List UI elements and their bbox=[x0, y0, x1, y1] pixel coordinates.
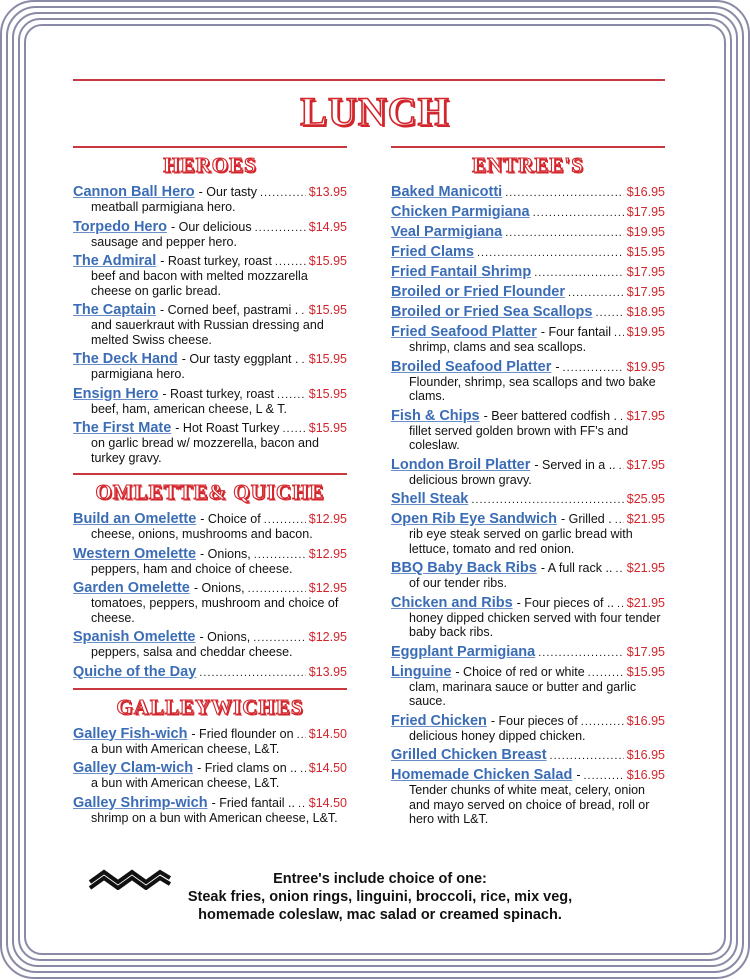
menu-item-description: Flounder, shrimp, sea scallops and two bake clams. bbox=[409, 374, 656, 403]
menu-item-short-desc: - Served in a .. bbox=[534, 457, 616, 472]
menu-item-line bbox=[391, 264, 665, 280]
menu-item-link-fish-and-chips[interactable]: Fish & Chips bbox=[391, 407, 480, 424]
menu-item-line bbox=[73, 420, 347, 436]
menu-item bbox=[73, 629, 347, 660]
menu-item-line bbox=[73, 253, 347, 269]
menu-item-link-ensign-hero[interactable]: Ensign Hero bbox=[73, 385, 159, 402]
menu-item-description: beef, ham, american cheese, L & T. bbox=[91, 401, 287, 416]
menu-item-price: $17.95 bbox=[626, 265, 665, 279]
menu-item-link-fried-fantail-shrimp[interactable]: Fried Fantail Shrimp bbox=[391, 264, 532, 280]
dot-leader bbox=[253, 632, 306, 644]
menu-item bbox=[391, 204, 665, 220]
dot-leader bbox=[538, 647, 624, 659]
dot-leader bbox=[617, 598, 624, 610]
menu-item-short-desc: - Fried clams on .. bbox=[197, 761, 298, 775]
menu-item-short-desc: - Fried fantail .. bbox=[211, 795, 295, 810]
menu-item-description: beef and bacon with melted mozzarella cheese on garlic bread. bbox=[91, 269, 308, 298]
menu-item-description: cheese, onions, mushrooms and bacon. bbox=[91, 527, 313, 541]
dot-leader bbox=[248, 583, 306, 595]
menu-item bbox=[391, 324, 665, 355]
menu-item-description: of our tender ribs. bbox=[409, 576, 507, 590]
menu-item-link-homemade-chicken-salad[interactable]: Homemade Chicken Salad bbox=[391, 767, 573, 783]
menu-item-short-desc: - Onions, bbox=[200, 546, 251, 561]
menu-item bbox=[73, 351, 347, 382]
menu-item bbox=[391, 747, 665, 763]
menu-item-line bbox=[391, 713, 665, 729]
menu-item-short-desc: - Choice of bbox=[200, 512, 261, 526]
menu-item-price: $13.95 bbox=[308, 185, 347, 199]
dot-leader bbox=[505, 187, 624, 199]
menu-item bbox=[391, 359, 665, 404]
menu-item-description: sausage and pepper hero. bbox=[91, 234, 237, 249]
right-column bbox=[391, 146, 665, 835]
dot-leader bbox=[298, 798, 306, 810]
dot-leader bbox=[275, 256, 306, 268]
menu-item-price: $14.95 bbox=[308, 219, 347, 234]
dot-leader bbox=[588, 667, 624, 679]
menu-item-line bbox=[73, 546, 347, 562]
dot-leader bbox=[533, 207, 624, 219]
section-heading: HEROES bbox=[73, 146, 347, 178]
menu-item-price: $21.95 bbox=[626, 595, 665, 610]
menu-item-link-fried-seafood-platter[interactable]: Fried Seafood Platter bbox=[391, 324, 537, 340]
menu-item bbox=[391, 511, 665, 556]
dot-leader bbox=[301, 305, 306, 317]
footer-note bbox=[120, 870, 640, 924]
menu-item bbox=[391, 644, 665, 660]
menu-item-line bbox=[73, 795, 347, 811]
menu-item-link-chicken-and-ribs[interactable]: Chicken and Ribs bbox=[391, 594, 513, 611]
menu-item-price: $12.95 bbox=[308, 546, 347, 561]
dot-leader bbox=[260, 187, 306, 199]
menu-item bbox=[391, 244, 665, 260]
menu-item bbox=[391, 184, 665, 200]
menu-item-price: $16.95 bbox=[626, 185, 665, 199]
menu-item-short-desc: - Our tasty eggplant . bbox=[181, 352, 299, 366]
menu-item-price: $12.95 bbox=[308, 512, 347, 526]
menu-item bbox=[73, 386, 347, 417]
menu-item-price: $19.95 bbox=[626, 325, 665, 339]
page-title: LUNCH bbox=[300, 89, 450, 134]
dot-leader bbox=[563, 362, 624, 374]
menu-item-price: $25.95 bbox=[626, 492, 665, 506]
dot-leader bbox=[277, 389, 306, 401]
dot-leader bbox=[264, 514, 306, 526]
menu-item-link-grilled-chicken-breast[interactable]: Grilled Chicken Breast bbox=[391, 747, 547, 763]
menu-item bbox=[73, 219, 347, 250]
menu-item-line bbox=[391, 664, 665, 680]
menu-item-line bbox=[391, 767, 665, 783]
menu-item-description: and sauerkraut with Russian dressing and melted Swiss cheese. bbox=[91, 318, 324, 347]
menu-item-line bbox=[391, 457, 665, 473]
menu-item-description: delicious honey dipped chicken. bbox=[409, 728, 586, 743]
menu-item-link-eggplant-parmigiana[interactable]: Eggplant Parmigiana bbox=[391, 643, 536, 660]
menu-item-short-desc: - Corned beef, pastrami . bbox=[159, 303, 299, 317]
menu-item-link-veal-parmigiana[interactable]: Veal Parmigiana bbox=[391, 224, 503, 240]
menu-item bbox=[73, 420, 347, 465]
menu-item-short-desc: - Onions, bbox=[193, 581, 245, 595]
menu-item-price: $17.95 bbox=[626, 285, 665, 299]
menu-item-link-linguine[interactable]: Linguine bbox=[391, 663, 452, 680]
menu-item bbox=[391, 713, 665, 744]
menu-item-line bbox=[73, 184, 347, 200]
menu-item-short-desc: - Hot Roast Turkey bbox=[175, 421, 280, 435]
menu-item-price: $19.95 bbox=[626, 225, 665, 239]
menu-item-price: $15.95 bbox=[308, 352, 347, 366]
menu-item bbox=[73, 760, 347, 791]
menu-item bbox=[391, 304, 665, 320]
menu-item-price: $17.95 bbox=[626, 644, 665, 659]
menu-item-description: peppers, salsa and cheddar cheese. bbox=[91, 645, 293, 659]
menu-item-price: $15.95 bbox=[626, 245, 665, 259]
section-heading: GALLEYWICHES bbox=[73, 688, 347, 720]
menu-item-link-open-rib-eye-sandwich[interactable]: Open Rib Eye Sandwich bbox=[391, 511, 557, 527]
menu-item-line bbox=[73, 629, 347, 645]
menu-item bbox=[391, 767, 665, 827]
menu-item-description: rib eye steak served on garlic bread with lettuce, tomato and red onion. bbox=[409, 527, 633, 556]
menu-item-link-galley-shrimp-wich[interactable]: Galley Shrimp-wich bbox=[73, 794, 208, 811]
menu-item bbox=[391, 408, 665, 453]
menu-item-short-desc: - Beer battered codfish . bbox=[483, 408, 618, 423]
menu-item-line bbox=[391, 408, 665, 424]
menu-item-link-chicken-parmigiana[interactable]: Chicken Parmigiana bbox=[391, 204, 530, 220]
menu-item bbox=[391, 491, 665, 507]
menu-item-line bbox=[391, 324, 665, 340]
dot-leader bbox=[471, 494, 623, 506]
dot-leader bbox=[505, 227, 624, 239]
menu-item-line bbox=[391, 644, 665, 660]
menu-item-link-galley-clam-wich[interactable]: Galley Clam-wich bbox=[73, 760, 194, 776]
menu-item-description: shrimp, clams and sea scallops. bbox=[409, 340, 587, 354]
menu-item-short-desc: - Roast turkey, roast bbox=[162, 386, 275, 401]
menu-item bbox=[391, 560, 665, 591]
menu-item-price: $14.50 bbox=[308, 761, 347, 775]
menu-item-line bbox=[391, 284, 665, 300]
menu-item-price: $15.95 bbox=[308, 386, 347, 401]
dot-leader bbox=[619, 460, 624, 472]
menu-item-link-torpedo-hero[interactable]: Torpedo Hero bbox=[73, 218, 167, 235]
menu-item-price: $19.95 bbox=[626, 359, 665, 374]
menu-item-link-the-deck-hand[interactable]: The Deck Hand bbox=[73, 351, 178, 367]
menu-item-description: a bun with American cheese, L&T. bbox=[91, 776, 280, 790]
menu-item-price: $15.95 bbox=[308, 254, 347, 268]
menu-item-line bbox=[73, 219, 347, 235]
menu-item-line bbox=[73, 302, 347, 318]
menu-item-price: $17.95 bbox=[626, 408, 665, 423]
menu-section-entree-s bbox=[391, 146, 665, 827]
menu-item-link-garden-omelette[interactable]: Garden Omelette bbox=[73, 580, 190, 596]
menu-item-price: $17.95 bbox=[626, 205, 665, 219]
menu-item-description: on garlic bread w/ mozzerella, bacon and turkey gravy. bbox=[91, 436, 319, 465]
menu-item bbox=[73, 726, 347, 757]
dot-leader bbox=[581, 716, 624, 728]
menu-item-short-desc: - Our delicious bbox=[170, 219, 252, 234]
menu-item-description: clam, marinara sauce or butter and garlic sauce. bbox=[409, 679, 637, 708]
menu-item-price: $17.95 bbox=[626, 457, 665, 472]
menu-item-link-baked-manicotti[interactable]: Baked Manicotti bbox=[391, 184, 503, 200]
menu-item-price: $16.95 bbox=[626, 713, 665, 728]
dot-leader bbox=[620, 411, 624, 423]
menu-item-price: $13.95 bbox=[308, 664, 347, 679]
menu-item-line bbox=[391, 747, 665, 763]
dot-leader bbox=[534, 267, 624, 279]
menu-item-link-london-broil-platter[interactable]: London Broil Platter bbox=[391, 456, 531, 473]
menu-item-line bbox=[391, 491, 665, 507]
menu-item-short-desc: - Choice of red or white bbox=[455, 664, 585, 679]
menu-item-description: meatball parmigiana hero. bbox=[91, 200, 236, 214]
dot-leader bbox=[300, 763, 306, 775]
left-column bbox=[73, 146, 347, 833]
menu-section-galleywiches bbox=[73, 688, 347, 826]
menu-item-short-desc: - bbox=[555, 359, 560, 374]
menu-item-short-desc: - Roast turkey, roast bbox=[160, 254, 272, 268]
dot-leader bbox=[614, 327, 624, 339]
menu-item-line bbox=[391, 560, 665, 576]
menu-item-short-desc: - Four pieces of bbox=[490, 713, 578, 728]
menu-item-link-build-an-omelette[interactable]: Build an Omelette bbox=[73, 511, 197, 527]
menu-item bbox=[73, 580, 347, 625]
dot-leader bbox=[255, 222, 306, 234]
menu-item-description: peppers, ham and choice of cheese. bbox=[91, 561, 293, 576]
menu-item-link-the-admiral[interactable]: The Admiral bbox=[73, 253, 157, 269]
menu-item-description: honey dipped chicken served with four tender baby back ribs. bbox=[409, 610, 661, 639]
menu-item bbox=[391, 664, 665, 709]
dot-leader bbox=[615, 514, 624, 526]
menu-item-description: parmigiana hero. bbox=[91, 367, 185, 381]
title-divider bbox=[73, 79, 665, 81]
menu-item-link-spanish-omelette[interactable]: Spanish Omelette bbox=[73, 629, 196, 645]
menu-item-description: delicious brown gravy. bbox=[409, 472, 532, 487]
section-heading: ENTREE'S bbox=[391, 146, 665, 178]
menu-item bbox=[391, 264, 665, 280]
menu-item-link-bbq-baby-back-ribs[interactable]: BBQ Baby Back Ribs bbox=[391, 560, 537, 576]
dot-leader bbox=[477, 247, 624, 259]
menu-item-link-broiled-seafood-platter[interactable]: Broiled Seafood Platter bbox=[391, 358, 552, 375]
menu-item-link-shell-steak[interactable]: Shell Steak bbox=[391, 491, 469, 507]
menu-item-price: $12.95 bbox=[308, 581, 347, 595]
footer-line: Steak fries, onion rings, linguini, broccoli, rice, mix veg, bbox=[187, 889, 573, 905]
menu-item-link-broiled-or-fried-sea-scallops[interactable]: Broiled or Fried Sea Scallops bbox=[391, 304, 593, 320]
menu-item-line bbox=[391, 304, 665, 320]
menu-item-line bbox=[391, 204, 665, 220]
menu-item-description: Tender chunks of white meat, celery, onion and mayo served on choice of bread, roll or hero with L&T. bbox=[409, 783, 650, 826]
menu-item bbox=[391, 284, 665, 300]
menu-item bbox=[73, 546, 347, 577]
menu-item-short-desc: - Fried flounder on bbox=[191, 726, 294, 741]
dot-leader bbox=[615, 563, 623, 575]
menu-item bbox=[73, 795, 347, 826]
dot-leader bbox=[283, 423, 306, 435]
menu-item-link-fried-clams[interactable]: Fried Clams bbox=[391, 244, 474, 260]
menu-item-link-the-first-mate[interactable]: The First Mate bbox=[73, 420, 172, 436]
menu-item-price: $21.95 bbox=[626, 512, 665, 526]
menu-item-link-western-omelette[interactable]: Western Omelette bbox=[73, 545, 197, 562]
menu-item-link-fried-chicken[interactable]: Fried Chicken bbox=[391, 712, 487, 729]
dot-leader bbox=[297, 729, 306, 741]
menu-item-link-broiled-or-fried-flounder[interactable]: Broiled or Fried Flounder bbox=[391, 284, 566, 300]
menu-item-short-desc: - Four fantail bbox=[540, 325, 612, 339]
menu-item-line bbox=[73, 664, 347, 680]
menu-item bbox=[391, 224, 665, 240]
menu-item-line bbox=[73, 386, 347, 402]
menu-item bbox=[73, 184, 347, 215]
menu-item-line bbox=[391, 184, 665, 200]
menu-item-price: $18.95 bbox=[626, 305, 665, 319]
menu-item-short-desc: - Grilled . bbox=[560, 512, 612, 526]
menu-item-short-desc: - Onions, bbox=[199, 630, 251, 644]
dot-leader bbox=[301, 354, 305, 366]
menu-section-heroes bbox=[73, 146, 347, 465]
menu-item bbox=[73, 302, 347, 347]
menu-item-link-cannon-ball-hero[interactable]: Cannon Ball Hero bbox=[73, 184, 195, 200]
menu-item-price: $16.95 bbox=[626, 768, 665, 782]
menu-item-description: tomatoes, peppers, mushroom and choice of cheese. bbox=[91, 596, 339, 625]
menu-item-line bbox=[73, 351, 347, 367]
menu-item-link-quiche-of-the-day[interactable]: Quiche of the Day bbox=[73, 663, 197, 680]
menu-item-description: shrimp on a bun with American cheese, L&T. bbox=[91, 810, 338, 825]
menu-item-short-desc: - Our tasty bbox=[198, 185, 257, 199]
menu-item-line bbox=[391, 224, 665, 240]
menu-item-line bbox=[73, 760, 347, 776]
menu-item-price: $12.95 bbox=[308, 630, 347, 644]
menu-item-price: $14.50 bbox=[308, 726, 347, 741]
menu-item-description: a bun with American cheese, L&T. bbox=[91, 741, 280, 756]
menu-item-price: $16.95 bbox=[626, 748, 665, 762]
menu-item-line bbox=[391, 244, 665, 260]
dot-leader bbox=[568, 287, 624, 299]
menu-section-omletteand-quiche bbox=[73, 473, 347, 680]
menu-item-short-desc: - Four pieces of .. bbox=[516, 595, 614, 610]
menu-item-price: $15.95 bbox=[626, 664, 665, 679]
menu-item-price: $15.95 bbox=[308, 421, 347, 435]
menu-item bbox=[391, 457, 665, 488]
menu-item-line bbox=[73, 580, 347, 596]
menu-item bbox=[73, 253, 347, 298]
dot-leader bbox=[199, 667, 305, 679]
menu-item-line bbox=[391, 511, 665, 527]
menu-item-line bbox=[391, 595, 665, 611]
menu-item-description: fillet served golden brown with FF's and coleslaw. bbox=[409, 423, 629, 452]
menu-item-price: $21.95 bbox=[626, 561, 665, 575]
menu-item-price: $15.95 bbox=[308, 303, 347, 317]
menu-item bbox=[73, 511, 347, 542]
dot-leader bbox=[550, 750, 624, 762]
dot-leader bbox=[584, 770, 624, 782]
menu-item-line bbox=[73, 511, 347, 527]
menu-item-line bbox=[73, 726, 347, 742]
dot-leader bbox=[254, 549, 306, 561]
footer-line: Entree's include choice of one: bbox=[273, 871, 487, 887]
menu-item-short-desc: - A full rack .. bbox=[540, 561, 613, 575]
menu-item-link-the-captain[interactable]: The Captain bbox=[73, 302, 156, 318]
menu-item-link-galley-fish-wich[interactable]: Galley Fish-wich bbox=[73, 725, 188, 742]
menu-item bbox=[391, 595, 665, 640]
dot-leader bbox=[595, 307, 623, 319]
menu-item bbox=[73, 664, 347, 680]
menu-item-line bbox=[391, 359, 665, 375]
menu-item-short-desc: - bbox=[576, 768, 581, 782]
menu-item-price: $14.50 bbox=[308, 795, 347, 810]
section-heading: OMLETTE& QUICHE bbox=[73, 473, 347, 505]
footer-line: homemade coleslaw, mac salad or creamed spinach. bbox=[198, 907, 562, 923]
